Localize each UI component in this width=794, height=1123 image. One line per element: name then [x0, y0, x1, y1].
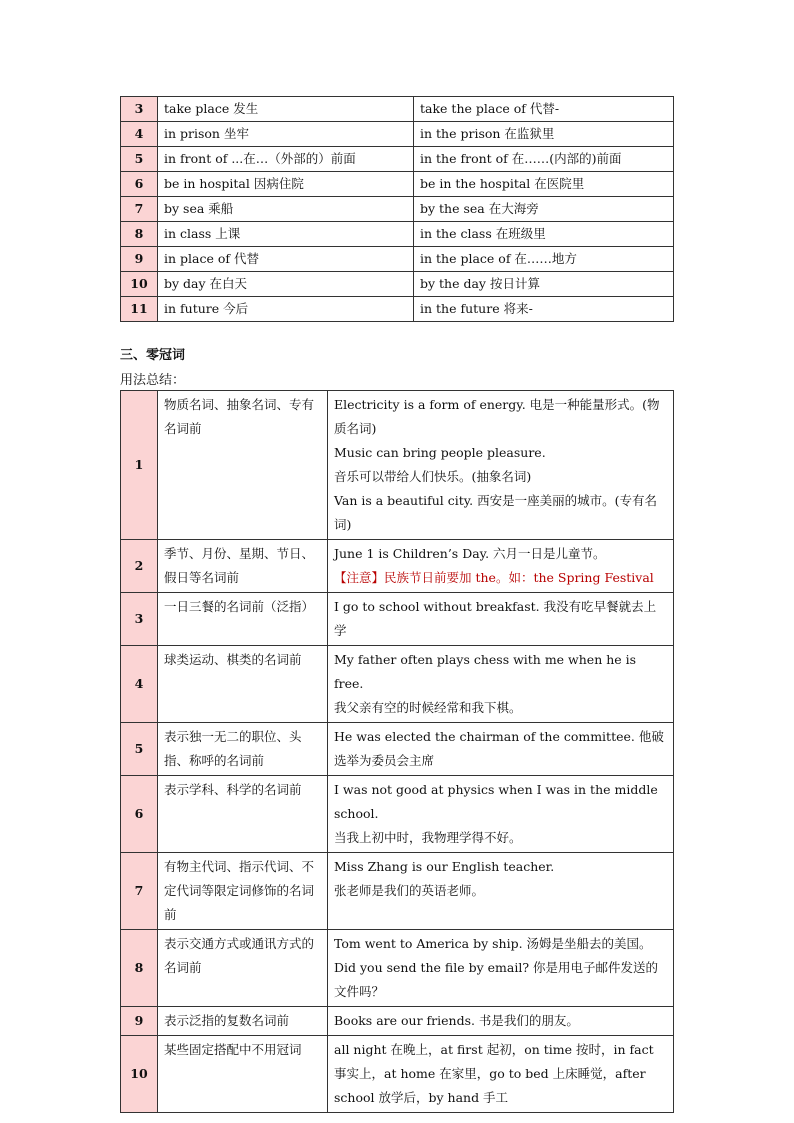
- usage-rule: 有物主代词、指示代词、不定代词等限定词修饰的名词前: [158, 853, 328, 930]
- example-cell: [328, 391, 674, 540]
- phrase-without-the: in class 上课: [158, 222, 414, 247]
- example-cell: [328, 540, 674, 593]
- section-title: 三、零冠词: [120, 348, 186, 363]
- example-sentence: My father often plays chess with me when he is free.: [334, 652, 637, 691]
- row-number: 2: [121, 540, 158, 593]
- table-row: [121, 297, 674, 322]
- row-number: 4: [121, 646, 158, 723]
- usage-rule: 球类运动、棋类的名词前: [158, 646, 328, 723]
- example-sentence: 当我上初中时，我物理学得不好。: [334, 830, 522, 845]
- usage-label: 用法总结：: [120, 373, 186, 388]
- table-row: [121, 122, 674, 147]
- example-sentence: Did you send the file by email? 你是用电子邮件发送的文件吗？: [334, 960, 659, 999]
- table-row: [121, 222, 674, 247]
- row-number: 10: [121, 272, 158, 297]
- usage-rule: 物质名词、抽象名词、专有名词前: [158, 391, 328, 540]
- example-sentence: Miss Zhang is our English teacher.: [334, 859, 555, 874]
- table-row: [121, 1036, 674, 1113]
- phrase-without-the: take place 发生: [158, 97, 414, 122]
- phrase-without-the: by day 在白天: [158, 272, 414, 297]
- example-cell: [328, 1036, 674, 1113]
- row-number: 5: [121, 723, 158, 776]
- example-cell: [328, 1007, 674, 1036]
- phrase-with-the: in the class 在班级里: [414, 222, 674, 247]
- table-row: [121, 272, 674, 297]
- phrase-with-the: by the sea 在大海旁: [414, 197, 674, 222]
- phrase-with-the: in the front of 在……(内部的)前面: [414, 147, 674, 172]
- table-row: [121, 723, 674, 776]
- zero-article-table: [120, 390, 674, 1113]
- usage-rule: 表示独一无二的职位、头指、称呼的名词前: [158, 723, 328, 776]
- row-number: 7: [121, 853, 158, 930]
- example-sentence: Van is a beautiful city. 西安是一座美丽的城市。(专有名词): [334, 493, 657, 532]
- usage-rule: 一日三餐的名词前（泛指）: [158, 593, 328, 646]
- phrase-with-the: in the prison 在监狱里: [414, 122, 674, 147]
- note-text: 【注意】民族节日前要加 the。如：the Spring Festival: [334, 570, 654, 585]
- example-sentence: Books are our friends. 书是我们的朋友。: [334, 1013, 579, 1028]
- row-number: 7: [121, 197, 158, 222]
- example-sentence: He was elected the chairman of the committee. 他破选举为委员会主席: [334, 729, 664, 768]
- table-row: [121, 593, 674, 646]
- usage-rule: 表示泛指的复数名词前: [158, 1007, 328, 1036]
- phrase-without-the: by sea 乘船: [158, 197, 414, 222]
- table-row: [121, 197, 674, 222]
- table-row: [121, 930, 674, 1007]
- phrase-with-the: be in the hospital 在医院里: [414, 172, 674, 197]
- table-row: [121, 776, 674, 853]
- example-sentence: June 1 is Children’s Day. 六月一日是儿童节。: [334, 546, 606, 561]
- table-row: [121, 247, 674, 272]
- row-number: 5: [121, 147, 158, 172]
- row-number: 8: [121, 222, 158, 247]
- example-sentence: I was not good at physics when I was in the middle school.: [334, 782, 658, 821]
- example-cell: [328, 930, 674, 1007]
- row-number: 9: [121, 1007, 158, 1036]
- phrase-without-the: in place of 代替: [158, 247, 414, 272]
- row-number: 4: [121, 122, 158, 147]
- row-number: 9: [121, 247, 158, 272]
- table-row: [121, 540, 674, 593]
- row-number: 8: [121, 930, 158, 1007]
- phrase-comparison-table: [120, 96, 674, 322]
- phrase-with-the: by the day 按日计算: [414, 272, 674, 297]
- phrase-with-the: take the place of 代替-: [414, 97, 674, 122]
- row-number: 6: [121, 172, 158, 197]
- phrase-without-the: in prison 坐牢: [158, 122, 414, 147]
- table-row: [121, 1007, 674, 1036]
- example-cell: [328, 853, 674, 930]
- table-row: [121, 97, 674, 122]
- table-row: [121, 391, 674, 540]
- example-sentence: 张老师是我们的英语老师。: [334, 883, 485, 898]
- row-number: 6: [121, 776, 158, 853]
- row-number: 1: [121, 391, 158, 540]
- usage-rule: 某些固定搭配中不用冠词: [158, 1036, 328, 1113]
- example-cell: [328, 593, 674, 646]
- example-sentence: Tom went to America by ship. 汤姆是坐船去的美国。: [334, 936, 652, 951]
- example-cell: [328, 646, 674, 723]
- example-sentence: all night 在晚上，at first 起初，on time 按时，in fact 事实上，at home 在家里，go to bed 上床睡觉，after school 放学后，by hand 手工: [334, 1042, 654, 1105]
- usage-rule: 表示交通方式或通讯方式的名词前: [158, 930, 328, 1007]
- table-row: [121, 853, 674, 930]
- table-row: [121, 172, 674, 197]
- table-row: [121, 147, 674, 172]
- phrase-with-the: in the place of 在……地方: [414, 247, 674, 272]
- example-sentence: Electricity is a form of energy. 电是一种能量形式。(物质名词): [334, 397, 660, 436]
- example-sentence: 我父亲有空的时候经常和我下棋。: [334, 700, 522, 715]
- row-number: 10: [121, 1036, 158, 1113]
- example-cell: [328, 723, 674, 776]
- example-sentence: I go to school without breakfast. 我没有吃早餐就去上学: [334, 599, 657, 638]
- usage-rule: 季节、月份、星期、节日、假日等名词前: [158, 540, 328, 593]
- phrase-without-the: be in hospital 因病住院: [158, 172, 414, 197]
- example-sentence: 音乐可以带给人们快乐。(抽象名词): [334, 469, 532, 484]
- row-number: 3: [121, 593, 158, 646]
- phrase-without-the: in front of ...在…（外部的）前面: [158, 147, 414, 172]
- phrase-without-the: in future 今后: [158, 297, 414, 322]
- usage-rule: 表示学科、科学的名词前: [158, 776, 328, 853]
- phrase-with-the: in the future 将来-: [414, 297, 674, 322]
- example-sentence: Music can bring people pleasure.: [334, 445, 546, 460]
- table-row: [121, 646, 674, 723]
- row-number: 3: [121, 97, 158, 122]
- example-cell: [328, 776, 674, 853]
- row-number: 11: [121, 297, 158, 322]
